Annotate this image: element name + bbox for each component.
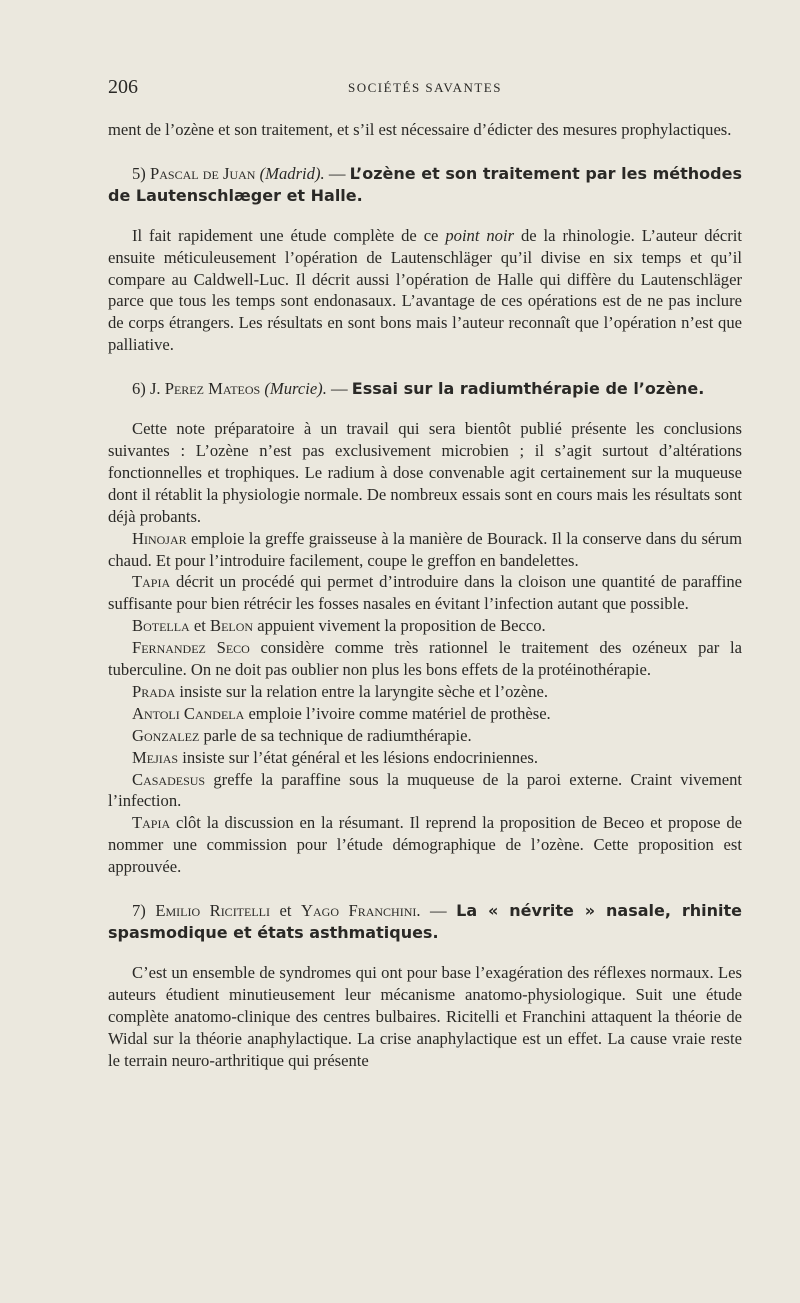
section-6-paragraph: Cette note préparatoire à un travail qui sera bientôt publié présente les conclusions suivantes : L’ozène n’est pas exclusivement microbien ; il s’agit surtout d’altérations fonctionnelles et trophiques. Le radium à dose convenable agit certainement sur la muqueuse dont il rétablit la physiologie normale. De nombreux essais sont en cours mais les résultats sont déjà probants. xyxy=(108,419,742,526)
section-title: L’ozène et son traitement par les méthodes de Lautenschlæger et Halle. xyxy=(108,163,742,205)
remark-paragraph xyxy=(108,571,742,615)
remark-text: parle de sa technique de radiumthérapie. xyxy=(199,725,472,745)
author-name: Perez Mateos xyxy=(164,379,261,399)
remark-text: emploie l’ivoire comme matériel de prothèse. xyxy=(244,703,551,723)
remark-paragraph xyxy=(108,725,742,747)
body-text xyxy=(108,119,742,1071)
remark-text: insiste sur la relation entre la laryngite sèche et l’ozène. xyxy=(175,681,548,701)
remark-paragraph xyxy=(108,681,742,703)
speaker-name: Antoli Candela xyxy=(132,703,245,723)
remark-paragraph xyxy=(108,615,742,637)
speaker-name: Botella xyxy=(132,616,190,636)
remark-text: et xyxy=(189,616,211,636)
intro-paragraph: ment de l’ozène et son traitement, et s’il est nécessaire d’édicter des mesures prophylactiques. xyxy=(108,120,732,139)
section-5-heading xyxy=(108,163,742,207)
author-name: Emilio Ricitelli xyxy=(155,901,271,921)
remark-paragraph xyxy=(108,747,742,769)
text-run: de la rhinologie. L’auteur décrit ensuite méticuleusement l’opération de Lautenschläger qu’il divise en six temps et qu’il compare au Caldwell-Luc. Il décrit aussi l’opération de Halle qui diffère du Lautenschläger parce que tous les temps sont endonasaux. L’avantage de ces opérations est de ne pas inclure de corps étrangers. Les résultats en sont bons mais l’auteur reconnaît que l’opération n’est que palliative. xyxy=(108,225,743,355)
author-name: Pascal de Juan xyxy=(150,163,256,183)
speaker-name: Casadesus xyxy=(132,769,206,789)
remark-paragraph xyxy=(108,637,742,681)
page-header xyxy=(108,76,742,100)
remark-text: insiste sur l’état général et les lésions endocriniennes. xyxy=(178,747,538,767)
remark-paragraph xyxy=(108,528,742,572)
running-title: SOCIÉTÉS SAVANTES xyxy=(348,80,502,95)
emphasis: point noir xyxy=(445,225,515,245)
speaker-name: Belon xyxy=(210,616,254,636)
remark-text: greffe la paraffine sous la muqueuse de la paroi externe. Craint vivement l’infection. xyxy=(108,769,742,811)
separator: — xyxy=(324,163,350,183)
remark-paragraph xyxy=(108,703,742,725)
remark-text: décrit un procédé qui permet d’introduire dans la cloison une quantité de paraffine suffisante pour bien rétrécir les fosses nasales en évitant l’infection autant que possible. xyxy=(108,572,742,614)
remark-text: considère comme très rationnel le traitement des ozéneux par la tuberculine. On ne doit pas oublier non plus les bons effets de la protéinothérapie. xyxy=(108,638,743,680)
separator: — xyxy=(326,379,352,399)
remark-paragraph xyxy=(108,812,742,878)
separator: . — xyxy=(416,901,457,921)
section-title: Essai sur la radiumthérapie de l’ozène. xyxy=(351,379,705,399)
section-number: 7) xyxy=(132,901,156,921)
speaker-name: Tapia xyxy=(132,572,171,592)
section-7-heading xyxy=(108,900,742,944)
author-place: (Murcie). xyxy=(264,379,327,399)
remark-text: appuient vivement la proposition de Becco. xyxy=(253,616,546,636)
speaker-name: Gonzalez xyxy=(132,725,200,745)
speaker-name: Mejias xyxy=(132,747,179,767)
section-6-heading xyxy=(108,378,742,400)
remark-paragraph xyxy=(108,769,742,813)
section-title: La « névrite » nasale, rhinite spasmodique et états asthmatiques. xyxy=(108,901,743,942)
author-name: Yago Franchini xyxy=(301,901,417,921)
conjunction: et xyxy=(270,901,301,921)
speaker-name: Hinojar xyxy=(132,528,187,548)
section-7-paragraph: C’est un ensemble de syndromes qui ont pour base l’exagération des réflexes normaux. Les auteurs étudient minutieusement leur mécanisme anatomo-physiologique. Suit une étude complète anatomo-clinique des centres bulbaires. Ricitelli et Franchini attaquent la théorie de Widal sur la théorie anaphylactique. La crise anaphylactique est un effet. La cause vraie reste le terrain neuro-arthritique qui présente xyxy=(108,962,742,1070)
page-number: 206 xyxy=(108,76,138,98)
section-number: 5) xyxy=(132,163,151,183)
section-5-paragraph xyxy=(108,225,742,356)
author-place: (Madrid). xyxy=(259,163,325,183)
section-number: 6) J. xyxy=(132,379,165,399)
speaker-name: Fernandez Seco xyxy=(132,638,250,658)
text-run: Il fait rapidement une étude complète de ce xyxy=(132,225,446,245)
remark-text: emploie la greffe graisseuse à la manière de Bourack. Il la conserve dans du sérum chaud. Et pour l’introduire facilement, coupe le greffon en bandelettes. xyxy=(108,528,742,570)
speaker-name: Prada xyxy=(132,681,176,701)
speaker-name: Tapia xyxy=(132,813,171,833)
remark-text: clôt la discussion en la résumant. Il reprend la proposition de Beceo et propose de nommer une commission pour l’étude démographique de l’ozène. Cette proposition est approuvée. xyxy=(108,813,742,877)
